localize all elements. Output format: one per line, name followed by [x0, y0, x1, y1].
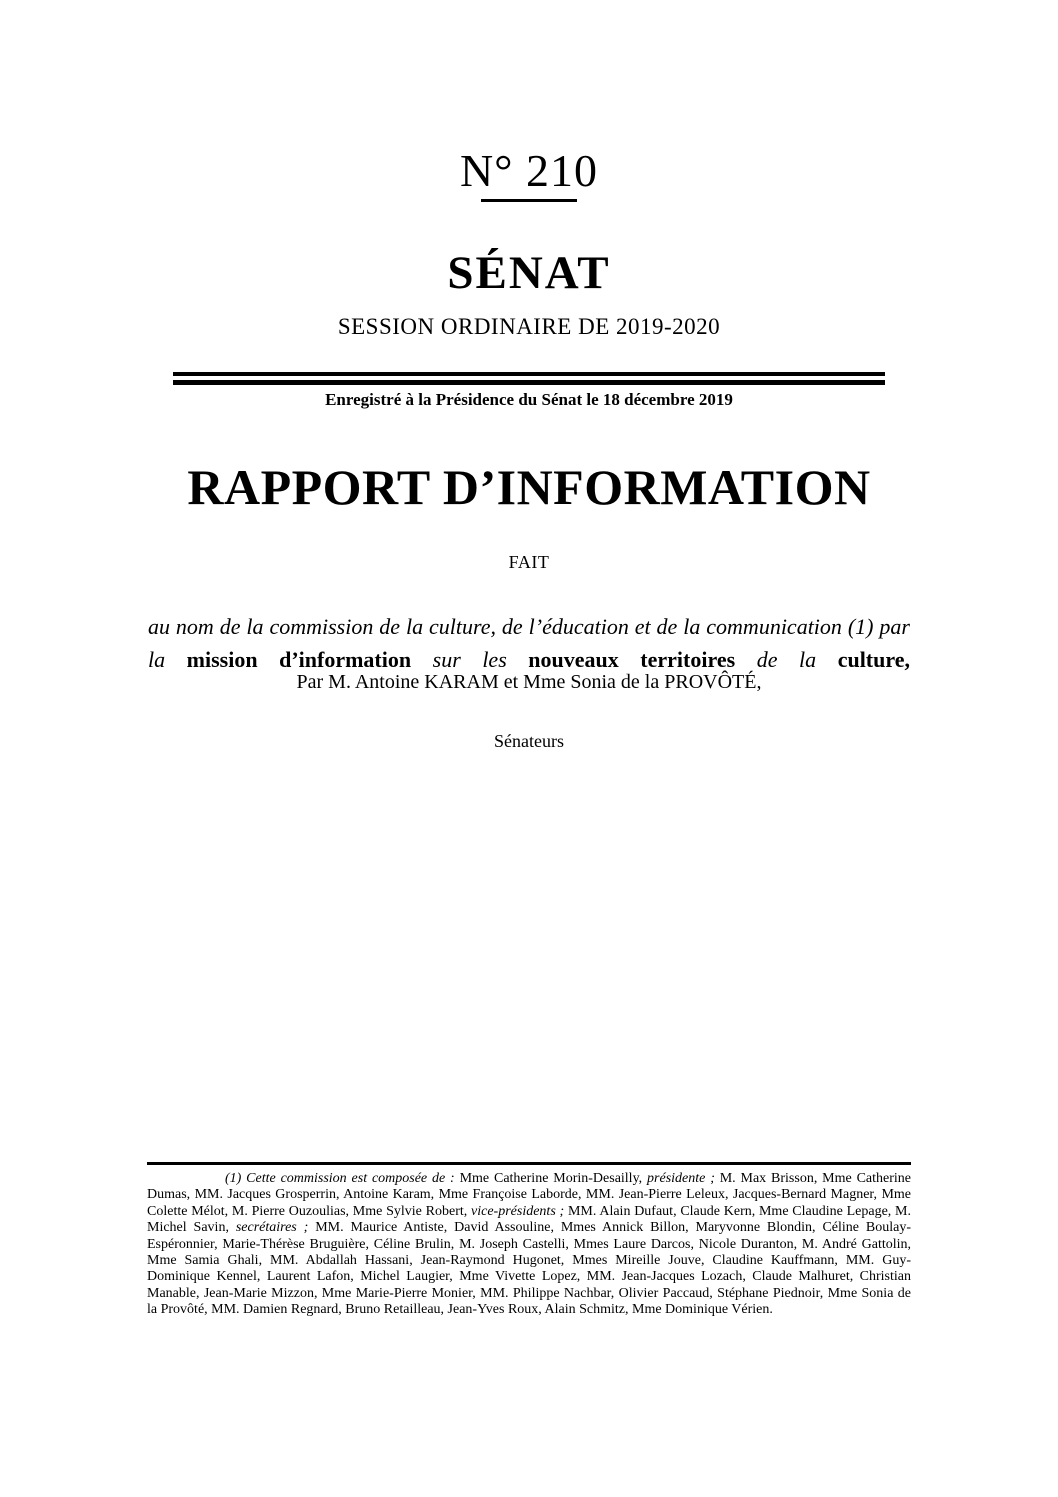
footnote-intro: (1) Cette commission est composée de :: [225, 1171, 460, 1186]
session-line: SESSION ORDINAIRE DE 2019-2020: [337, 314, 721, 339]
authors-line: Par M. Antoine KARAM et Mme Sonia de la PROVÔTÉ,: [296, 671, 762, 693]
institution-title: SÉNAT: [447, 247, 611, 299]
commission-segment-bold: mission d’information: [186, 647, 433, 672]
footnote-segment: M. Max Brisson, Mme Catherine Dumas, MM. Jacques Grosperrin, Antoine Karam, Mme Françoise Laborde, MM. Jean-Pierre Leleux, Jacques-Bernard Magner, Mme Colette Mélot, M. Pierre Ouzoulias, Mme Sylvie Robert,: [147, 1171, 911, 1219]
document-number-underline: [481, 199, 577, 202]
footnote-role-secretaires: secrétaires ;: [235, 1220, 316, 1236]
footnote-segment: Mme Catherine Morin-Desailly,: [459, 1171, 648, 1186]
document-number: N° 210: [459, 145, 599, 196]
fait-label: FAIT: [508, 552, 550, 572]
footnote-segment: MM. Alain Dufaut, Claude Kern, Mme Claudine Lepage, M. Michel Savin,: [147, 1203, 911, 1236]
commission-segment: au nom de la commission de la culture, de l’éducation et de la communication (1) par la: [148, 614, 910, 672]
commission-footnote: [147, 1162, 911, 1319]
footnote-role-presidente: présidente ;: [647, 1171, 720, 1186]
registration-line: Enregistré à la Présidence du Sénat le 18 décembre 2019: [325, 390, 733, 409]
double-rule-top: [173, 372, 885, 376]
double-rule-bottom: [173, 380, 885, 385]
footnote-role-vice-presidents: vice-présidents ;: [471, 1203, 568, 1219]
commission-paragraph: [148, 610, 910, 676]
footnote-segment: MM. Maurice Antiste, David Assouline, Mmes Annick Billon, Maryvonne Blondin, Céline Boulay-Espéronnier, Marie-Thérèse Bruguière, Céline Brulin, M. Joseph Castelli, Mmes Laure Darcos, Nicole Duranton, M. André Gattolin, Mme Samia Ghali, MM. Abdallah Hassani, Jean-Raymond Hugonet, Mmes Mireille Jouve, Claudine Kauffmann, MM. Guy-Dominique Kennel, Laurent Lafon, Michel Laugier, Mme Vivette Lopez, MM. Jean-Jacques Lozach, Claude Malhuret, Christian Manable, Jean-Marie Mizzon, Mme Marie-Pierre Monier, MM. Philippe Nachbar, Olivier Paccaud, Stéphane Piednoir, Mme Sonia de la Provôté, MM. Damien Regnard, Bruno Retailleau, Jean-Yves Roux, Alain Schmitz, Mme Dominique Vérien.: [147, 1220, 911, 1318]
double-rule: [173, 372, 885, 385]
commission-segment: de la: [756, 647, 838, 672]
authors-role: Sénateurs: [494, 731, 564, 751]
commission-segment-bold: culture,: [837, 647, 910, 672]
commission-segment-bold: nouveaux territoires: [528, 647, 757, 672]
commission-segment: sur les: [432, 647, 529, 672]
report-title: RAPPORT D’INFORMATION: [187, 459, 871, 515]
